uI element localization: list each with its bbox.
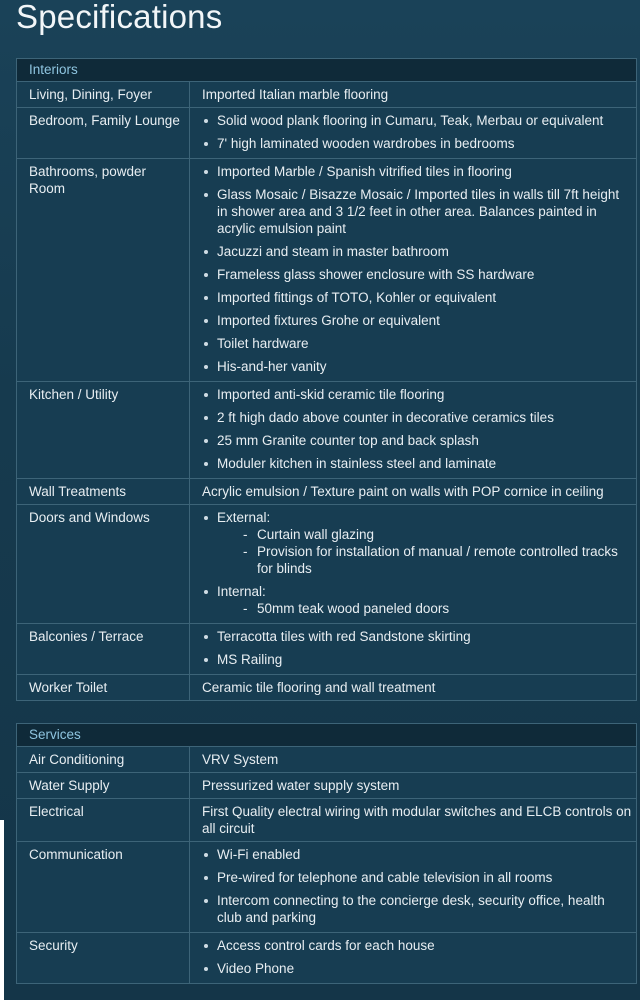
spec-row-security	[17, 933, 636, 983]
list-item: Video Phone	[202, 960, 632, 977]
row-value: Pressurized water supply system	[202, 778, 400, 793]
list-item: Solid wood plank flooring in Cumaru, Teak, Merbau or equivalent	[202, 112, 632, 129]
sub-list-item: - Curtain wall glazing	[243, 526, 632, 543]
bathrooms-list	[202, 163, 632, 375]
sub-list-item: - 50mm teak wood paneled doors	[243, 600, 632, 617]
list-item: Wi-Fi enabled	[202, 846, 632, 863]
list-item: Toilet hardware	[202, 335, 632, 352]
services-section	[16, 723, 637, 984]
spec-row-wall	[17, 479, 636, 505]
interiors-section	[16, 58, 637, 701]
list-item: Jacuzzi and steam in master bathroom	[202, 243, 632, 260]
spec-row-bathrooms	[17, 159, 636, 382]
row-value: Imported Italian marble flooring	[202, 87, 389, 102]
row-label: Air Conditioning	[17, 747, 190, 772]
services-header: Services	[17, 724, 636, 747]
list-item: Pre-wired for telephone and cable television in all rooms	[202, 869, 632, 886]
row-value: Ceramic tile flooring and wall treatment	[202, 680, 436, 695]
row-label: Water Supply	[17, 773, 190, 798]
list-item	[202, 509, 632, 577]
list-item: 25 mm Granite counter top and back splash	[202, 432, 632, 449]
row-label: Bathrooms, powder Room	[17, 159, 190, 381]
list-item: Imported fittings of TOTO, Kohler or equivalent	[202, 289, 632, 306]
internal-sublist	[217, 600, 632, 617]
row-label: Living, Dining, Foyer	[17, 82, 190, 107]
interiors-header: Interiors	[17, 59, 636, 82]
row-value: First Quality electral wiring with modular switches and ELCB controls on all circuit	[202, 804, 632, 836]
spec-row-balconies	[17, 624, 636, 675]
page-edge-divider	[0, 820, 4, 1000]
security-list	[202, 937, 632, 977]
row-label: Electrical	[17, 799, 190, 841]
doors-list	[202, 509, 632, 617]
spec-row-water	[17, 773, 636, 799]
list-item: His-and-her vanity	[202, 358, 632, 375]
spec-row-ac	[17, 747, 636, 773]
list-item: Imported fixtures Grohe or equivalent	[202, 312, 632, 329]
internal-label: Internal:	[217, 584, 266, 599]
list-item	[202, 583, 632, 617]
spec-row-bedroom	[17, 108, 636, 159]
list-item: Moduler kitchen in stainless steel and laminate	[202, 455, 632, 472]
spec-row-electrical	[17, 799, 636, 842]
sub-list-item: - Provision for installation of manual / remote controlled tracks for blinds	[243, 543, 632, 577]
spec-row-worker-toilet	[17, 675, 636, 700]
row-label: Balconies / Terrace	[17, 624, 190, 674]
row-value: VRV System	[202, 752, 279, 767]
balconies-list	[202, 628, 632, 668]
kitchen-list	[202, 386, 632, 472]
list-item: Terracotta tiles with red Sandstone skirting	[202, 628, 632, 645]
list-item: MS Railing	[202, 651, 632, 668]
list-item: Access control cards for each house	[202, 937, 632, 954]
row-label: Security	[17, 933, 190, 983]
list-item: 2 ft high dado above counter in decorative ceramics tiles	[202, 409, 632, 426]
spec-row-doors	[17, 505, 636, 624]
list-item: Intercom connecting to the concierge desk, security office, health club and parking	[202, 892, 632, 926]
communication-list	[202, 846, 632, 926]
row-label: Worker Toilet	[17, 675, 190, 700]
list-item: Frameless glass shower enclosure with SS hardware	[202, 266, 632, 283]
row-label: Doors and Windows	[17, 505, 190, 623]
row-value: Acrylic emulsion / Texture paint on walls with POP cornice in ceiling	[202, 484, 604, 499]
row-label: Kitchen / Utility	[17, 382, 190, 478]
spec-row-communication	[17, 842, 636, 933]
row-label: Bedroom, Family Lounge	[17, 108, 190, 158]
spec-row-living	[17, 82, 636, 108]
row-label: Communication	[17, 842, 190, 932]
list-item: Glass Mosaic / Bisazze Mosaic / Imported tiles in walls till 7ft height in shower area and 3 1/2 feet in other area. Balances painted in acrylic emulsion paint	[202, 186, 632, 237]
page-title: Specifications	[16, 0, 223, 35]
external-sublist	[217, 526, 632, 577]
external-label: External:	[217, 510, 271, 525]
row-label: Wall Treatments	[17, 479, 190, 504]
bedroom-list	[202, 112, 632, 152]
list-item: Imported Marble / Spanish vitrified tiles in flooring	[202, 163, 632, 180]
list-item: 7' high laminated wooden wardrobes in bedrooms	[202, 135, 632, 152]
spec-row-kitchen	[17, 382, 636, 479]
list-item: Imported anti-skid ceramic tile flooring	[202, 386, 632, 403]
